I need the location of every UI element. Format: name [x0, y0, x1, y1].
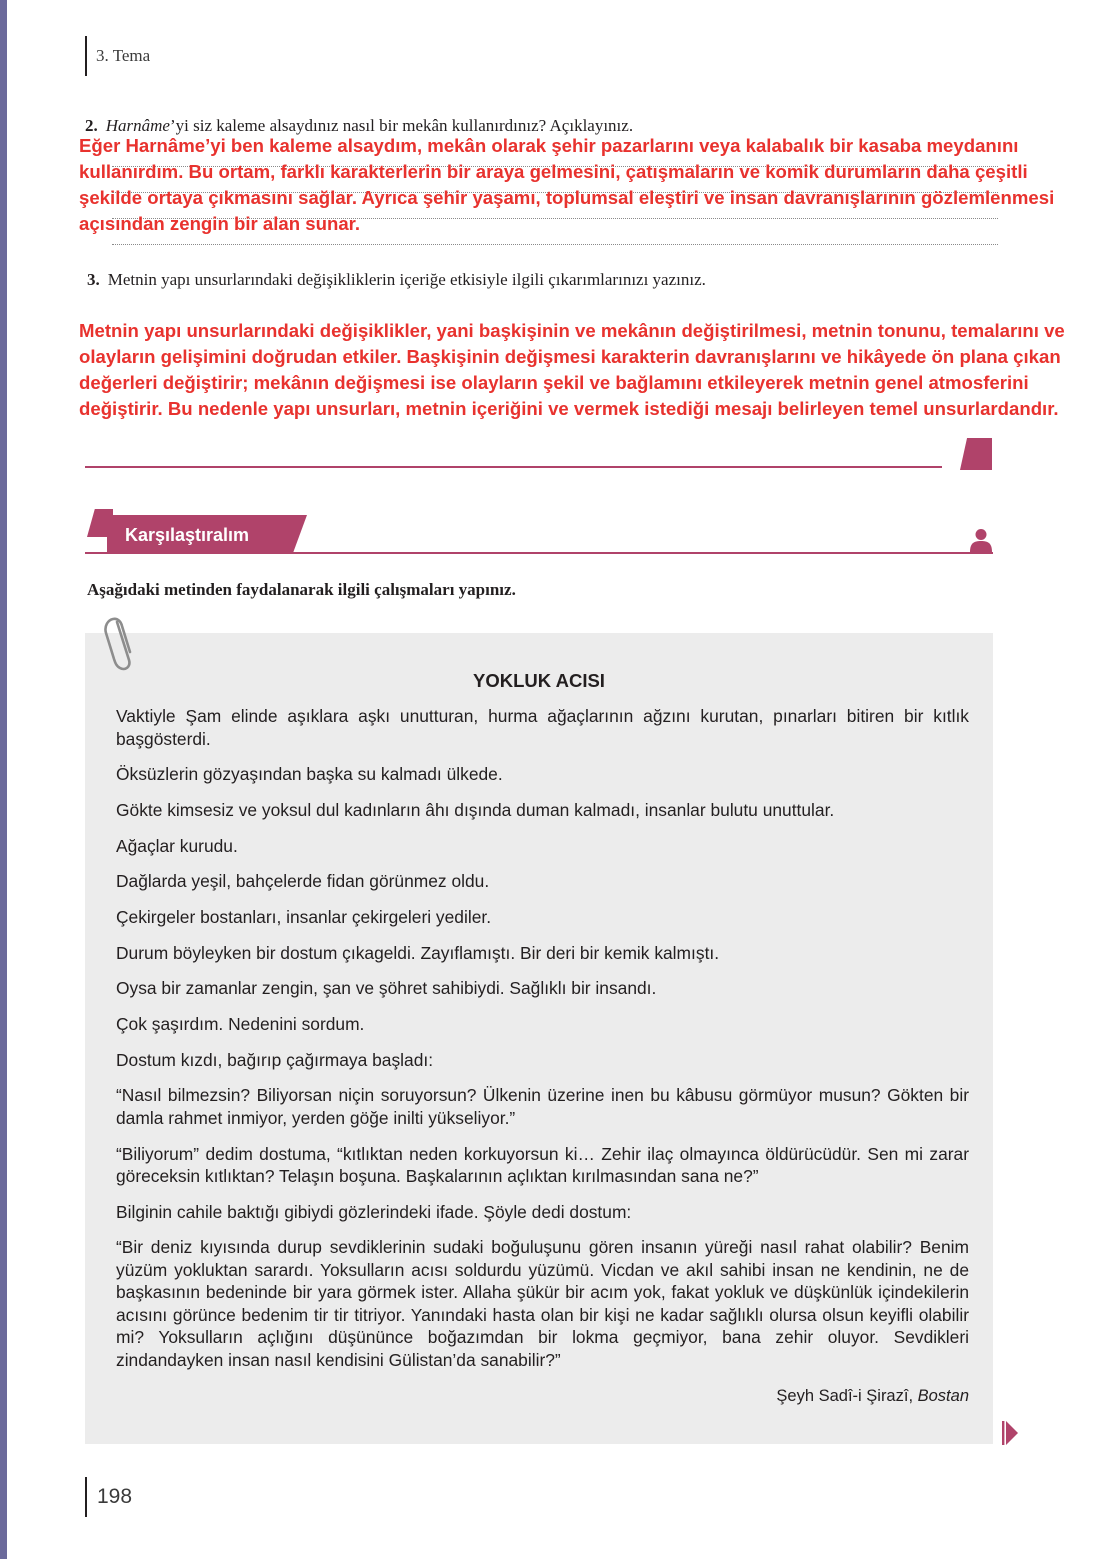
question-2-text: ’yi siz kaleme alsaydınız nasıl bir mekân kullanırdınız? Açıklayınız. [169, 116, 634, 135]
reading-paragraph: Gökte kimsesiz ve yoksul dul kadınların âhı dışında duman kalmadı, insanlar bulutu unuttular. [116, 799, 835, 820]
question-3-number: 3. [87, 270, 100, 289]
reading-paragraph: Dostum kızdı, bağırıp çağırmaya başladı: [116, 1049, 434, 1070]
question-3-answer[interactable]: Metnin yapı unsurlarındaki değişiklikler, yani başkişinin ve mekânın değiştirilmesi, metnin tonunu, temalarını ve olayların gelişimini doğrudan etkiler. Başkişinin değişmesi karakterin davranışlarını ve hikâyede ön plana çıkan değerleri değiştirir; mekânın değişmesi ise olayların şekil ve bağlamını etkileyerek metnin genel atmosferini değiştirir. Bu nedenle yapı unsurları, metnin içeriğini ve vermek istediği mesajı belirleyen temel unsurlardandır. [79, 320, 1065, 419]
footer-divider [85, 1477, 87, 1517]
header-label: 3. Tema [96, 46, 151, 65]
source-author: Şeyh Sadî-i Şirazî, [776, 1386, 914, 1405]
reading-paragraph: “Biliyorum” dedim dostuma, “kıtlıktan neden korkuyorsun ki… Zehir ilaç olmayınca öldürücüdür. Sen mi zarar göreceksin kıtlıktan? Telaşın boşuna. Başkalarının açlıktan kırılmasından sana ne?” [116, 1143, 969, 1187]
section-rule [85, 552, 993, 554]
question-2-number: 2. [85, 116, 98, 135]
question-3-text: Metnin yapı unsurlarındaki değişikliklerin içeriğe etkisiyle ilgili çıkarımlarınızı yazınız. [107, 270, 706, 289]
question-2-italic: Harnâme [105, 116, 170, 135]
person-icon [970, 528, 992, 552]
reading-paragraph: Ağaçlar kurudu. [116, 835, 238, 856]
reading-title: YOKLUK ACISI [473, 670, 605, 691]
reading-paragraph: “Bir deniz kıyısında durup sevdiklerinin sudaki boğuluşunu gören insanın yüreği nasıl rahat olabilir? Benim yüzüm yokluktan sarardı. Yoksulların acısı soldurdu yüzümü. Vicdan ve akıl sahibi insan ne kendinin, ne de başkasının bedeninde bir yara görmek ister. Allaha şükür bir acım yok, fakat yokluk ve düşkünlük içindekilerin acısını görünce bedenim tir tir titriyor. Yanındaki hasta olan bir kişi ne kadar sağlıklı olursa olsun keyifli olabilir mi? Yoksulların açlığını düşününce boğazımdan bir lokma geçmiyor, bana zehir oluyor. Sevdikleri zindandayken insan nasıl kendisini Gülistan’da sanabilir?” [116, 1237, 969, 1370]
question-2-answer[interactable]: Eğer Harnâme’yi ben kaleme alsaydım, mekân olarak şehir pazarlarını veya kalabalık bir kasaba meydanını kullanırdım. Bu ortam, farklı karakterlerin bir araya gelmesini, çatışmaların ve komik durumların daha çeşitli şekilde ortaya çıkmasını sağlar. Ayrıca şehir yaşamı, toplumsal eleştiri ve insan davranışlarının gözlemlenmesi açısından zengin bir alan sunar. [79, 135, 1055, 234]
section-title: Karşılaştıralım [125, 525, 250, 545]
page-number: 198 [97, 1485, 133, 1508]
answer-line [112, 244, 998, 245]
reading-paragraph: Bilginin cahile baktığı gibiydi gözlerindeki ifade. Şöyle dedi dostum: [116, 1201, 632, 1222]
reading-paragraph: Çok şaşırdım. Nedenini sordum. [116, 1014, 365, 1034]
section-instruction: Aşağıdaki metinden faydalanarak ilgili çalışmaları yapınız. [87, 580, 516, 599]
header-divider [85, 36, 87, 76]
reading-paragraph: “Nasıl bilmezsin? Biliyorsan niçin soruyorsun? Ülkenin üzerine inen bu kâbusu görmüyor musun? Gökten bir damla rahmet inmiyor, yerden göğe inilti yükseliyor.” [116, 1085, 969, 1128]
reading-paragraph: Dağlarda yeşil, bahçelerde fidan görünmez oldu. [116, 871, 490, 892]
paperclip-icon [103, 614, 139, 672]
reading-text [116, 705, 969, 1420]
reading-paragraph: Öksüzlerin gözyaşından başka su kalmadı ülkede. [116, 764, 503, 785]
reading-paragraph: Durum böyleyken bir dostum çıkageldi. Zayıflamıştı. Bir deri bir kemik kalmıştı. [116, 942, 720, 963]
reading-paragraph: Vaktiyle Şam elinde aşıklara aşkı unutturan, hurma ağaçlarının ağzını kurutan, pınarları bitiren bir kıtlık başgösterdi. [116, 706, 969, 749]
question-3 [87, 270, 706, 290]
section-end-rule [85, 466, 942, 468]
reading-paragraph: Çekirgeler bostanları, insanlar çekirgeleri yediler. [116, 906, 492, 927]
sidebar-strip [0, 0, 7, 1559]
source-work: Bostan [917, 1386, 969, 1405]
reading-source [116, 1385, 969, 1408]
section-end-marker [960, 438, 992, 470]
reading-paragraph: Oysa bir zamanlar zengin, şan ve şöhret sahibiydi. Sağlıklı bir insandı. [116, 978, 657, 999]
play-arrow-icon[interactable] [1002, 1421, 1018, 1445]
